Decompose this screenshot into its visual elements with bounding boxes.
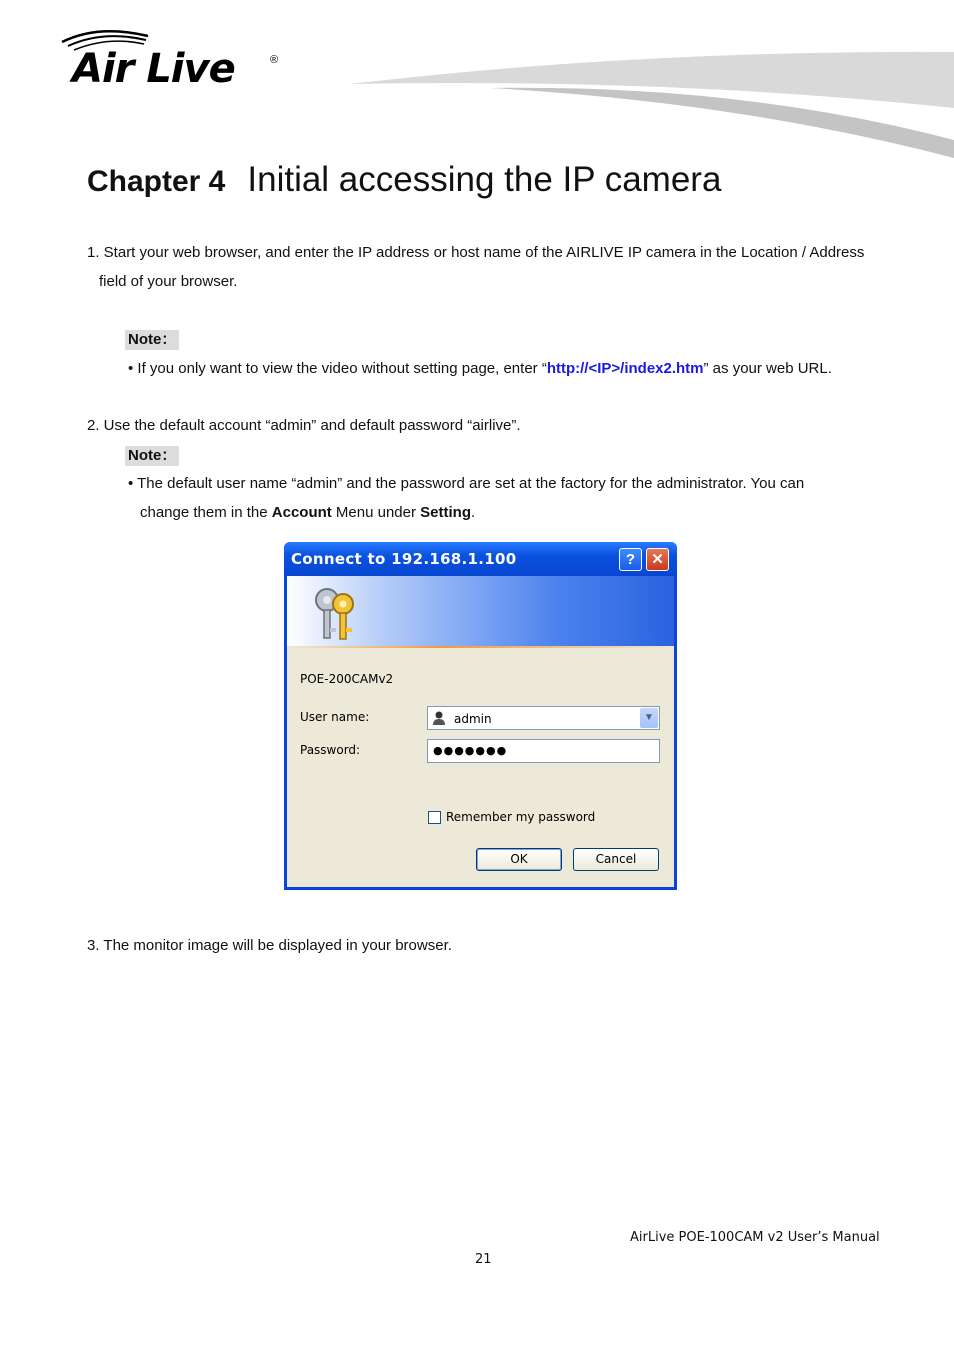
user-icon: [432, 711, 446, 725]
chevron-down-icon[interactable]: ▼: [640, 708, 658, 728]
close-icon[interactable]: ✕: [646, 548, 669, 571]
note1-text-before: • If you only want to view the video without setting page, enter “: [128, 360, 547, 377]
logo-registered-mark: ®: [270, 54, 279, 66]
dialog-body: [287, 576, 674, 887]
user-name-value: admin: [454, 712, 492, 726]
note1-text-after: ” as your web URL.: [703, 360, 832, 377]
ok-button[interactable]: OK: [476, 848, 562, 871]
realm-text: POE-200CAMv2: [300, 672, 394, 686]
note2-text-a: change them in the: [140, 504, 272, 521]
page-number: 21: [475, 1252, 492, 1267]
chapter-number: Chapter 4: [87, 165, 226, 198]
chapter-heading: [87, 160, 721, 200]
dialog-title: Connect to 192.168.1.100: [291, 550, 517, 568]
setting-term: Setting: [420, 504, 471, 521]
note1-text: [128, 358, 832, 380]
note1-label: Note：: [125, 330, 179, 350]
airlive-logo: [58, 26, 288, 92]
password-value: ●●●●●●●: [433, 744, 508, 757]
keys-icon: [307, 584, 367, 644]
note2-text-c: Menu under: [331, 504, 421, 521]
footer-manual-title: AirLive POE-100CAM v2 User’s Manual: [630, 1230, 880, 1245]
step1-line2: field of your browser.: [99, 273, 238, 290]
index2-link[interactable]: http://<IP>/index2.htm: [546, 360, 704, 377]
user-name-label: User name:: [300, 710, 370, 724]
logo-text: Air Live: [72, 46, 235, 92]
header-swoosh-decoration: [340, 40, 954, 170]
login-dialog: [284, 542, 677, 890]
chapter-title: Initial accessing the IP camera: [247, 160, 722, 199]
note2-text-e: .: [471, 504, 476, 521]
dialog-banner: [287, 576, 674, 646]
help-icon[interactable]: ?: [619, 548, 642, 571]
step2-text: 2. Use the default account “admin” and default password “airlive”.: [87, 417, 521, 434]
step1-line1: 1. Start your web browser, and enter the IP address or host name of the AIRLIVE IP camera in the Location / Address: [87, 244, 865, 261]
banner-divider: [287, 646, 674, 648]
password-field[interactable]: [427, 739, 660, 763]
password-label: Password:: [300, 743, 361, 757]
cancel-button[interactable]: Cancel: [573, 848, 659, 871]
remember-password-checkbox[interactable]: [428, 811, 441, 824]
user-name-combobox[interactable]: [427, 706, 660, 730]
remember-password-label[interactable]: Remember my password: [446, 810, 596, 824]
note2-line1: • The default user name “admin” and the password are set at the factory for the administrator. You can: [128, 475, 805, 492]
note2-line2: [140, 502, 475, 524]
note2-label: Note：: [125, 446, 179, 466]
dialog-titlebar: [284, 542, 677, 576]
step3-text: 3. The monitor image will be displayed in your browser.: [87, 937, 452, 954]
account-menu-term: Account: [271, 504, 332, 521]
